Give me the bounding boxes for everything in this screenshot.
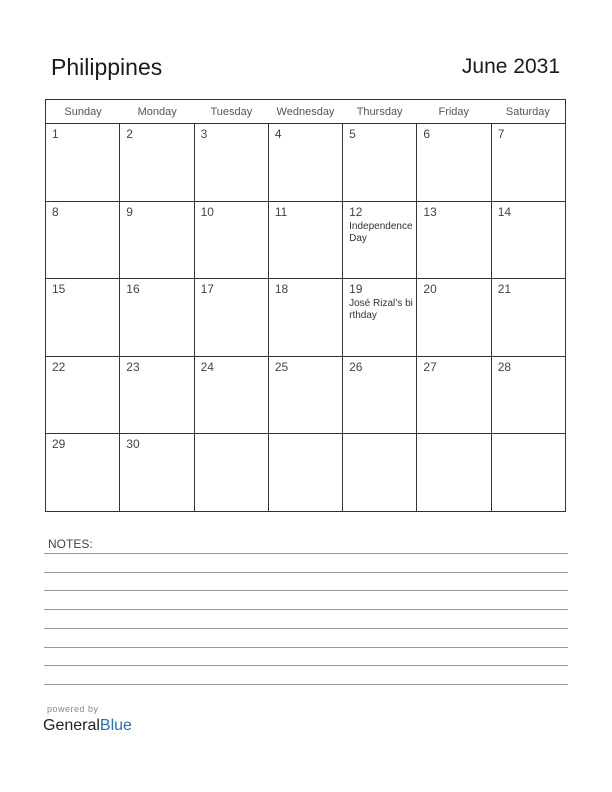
day-cell xyxy=(417,124,491,201)
weekday-sunday: Sunday xyxy=(64,106,102,118)
day-number: 20 xyxy=(423,282,437,297)
day-cell xyxy=(343,357,417,434)
notes-line xyxy=(44,665,568,666)
day-number: 24 xyxy=(200,359,214,374)
day-number: 28 xyxy=(497,359,512,374)
day-number: 5 xyxy=(349,127,356,141)
day-number: 22 xyxy=(52,359,66,374)
day-number: 12 xyxy=(349,204,363,219)
week-row xyxy=(46,202,565,280)
empty-day-cell xyxy=(417,434,491,511)
weekday-saturday: Saturday xyxy=(505,106,550,118)
day-cell xyxy=(343,279,417,356)
day-cell xyxy=(120,124,194,201)
week-row xyxy=(46,124,565,202)
day-number: 17 xyxy=(200,282,214,297)
month-title: June 2031 xyxy=(461,55,560,78)
day-cell xyxy=(492,124,565,201)
notes-line xyxy=(44,647,568,648)
day-cell xyxy=(492,202,565,279)
day-cell xyxy=(195,202,269,279)
day-number: 27 xyxy=(423,359,437,374)
calendar-grid xyxy=(45,99,566,512)
day-cell xyxy=(269,357,343,434)
empty-day-cell xyxy=(269,434,343,511)
day-cell xyxy=(343,124,417,201)
notes-line xyxy=(44,553,568,554)
weekday-wednesday: Wednesday xyxy=(276,106,335,118)
empty-day-cell xyxy=(343,434,417,511)
week-row xyxy=(46,357,565,435)
holiday-label: Independence Day xyxy=(349,220,413,244)
day-cell xyxy=(120,357,194,434)
weekday-header-row xyxy=(46,100,565,124)
day-number: 2 xyxy=(126,127,133,141)
powered-by-text: powered by xyxy=(47,704,99,714)
day-number: 19 xyxy=(349,282,363,297)
empty-day-cell xyxy=(492,434,565,511)
day-number: 7 xyxy=(497,127,505,141)
day-cell xyxy=(120,279,194,356)
day-cell xyxy=(46,434,120,511)
brand-general-text: General xyxy=(43,717,100,734)
notes-line xyxy=(44,609,568,610)
day-cell xyxy=(269,202,343,279)
day-number: 26 xyxy=(349,359,363,374)
day-cell xyxy=(195,124,269,201)
weekday-tuesday: Tuesday xyxy=(210,106,253,118)
notes-line xyxy=(44,590,568,591)
day-number: 21 xyxy=(497,282,512,297)
country-title: Philippines xyxy=(51,54,163,80)
day-number: 14 xyxy=(497,204,512,219)
day-number: 13 xyxy=(423,204,437,219)
day-cell xyxy=(492,279,565,356)
day-cell xyxy=(269,124,343,201)
day-number: 18 xyxy=(274,282,289,297)
week-row xyxy=(46,279,565,357)
generalblue-logo[interactable] xyxy=(43,717,132,735)
day-number: 30 xyxy=(126,437,140,452)
day-number: 4 xyxy=(274,127,282,141)
notes-line xyxy=(44,572,568,573)
notes-line xyxy=(44,684,568,685)
day-number: 15 xyxy=(52,282,66,297)
weeks-container xyxy=(46,124,565,511)
day-cell xyxy=(269,279,343,356)
holiday-label: José Rizal’s birthday xyxy=(349,298,413,322)
day-number: 23 xyxy=(126,359,140,374)
brand-blue-text: Blue xyxy=(99,717,132,734)
day-number: 25 xyxy=(274,359,289,374)
weekday-friday: Friday xyxy=(438,106,470,118)
day-number: 8 xyxy=(52,204,59,219)
empty-day-cell xyxy=(195,434,269,511)
day-cell xyxy=(46,357,120,434)
day-number: 3 xyxy=(200,127,208,141)
weekday-monday: Monday xyxy=(137,106,177,118)
day-cell xyxy=(46,202,120,279)
day-number: 6 xyxy=(423,127,431,141)
day-cell xyxy=(195,279,269,356)
day-number: 16 xyxy=(126,282,140,297)
day-number: 1 xyxy=(52,127,59,141)
day-number: 29 xyxy=(52,437,66,452)
notes-line xyxy=(44,628,568,629)
day-cell xyxy=(46,279,120,356)
day-number: 11 xyxy=(274,204,288,219)
day-cell xyxy=(417,279,491,356)
day-cell xyxy=(417,202,491,279)
week-row xyxy=(46,434,565,511)
day-cell xyxy=(195,357,269,434)
day-cell xyxy=(343,202,417,279)
day-cell xyxy=(417,357,491,434)
day-number: 10 xyxy=(200,204,214,219)
day-cell xyxy=(492,357,565,434)
day-cell xyxy=(120,202,194,279)
day-cell xyxy=(46,124,120,201)
day-cell xyxy=(120,434,194,511)
weekday-thursday: Thursday xyxy=(356,106,403,118)
day-number: 9 xyxy=(126,204,133,219)
notes-label: NOTES: xyxy=(48,537,93,551)
